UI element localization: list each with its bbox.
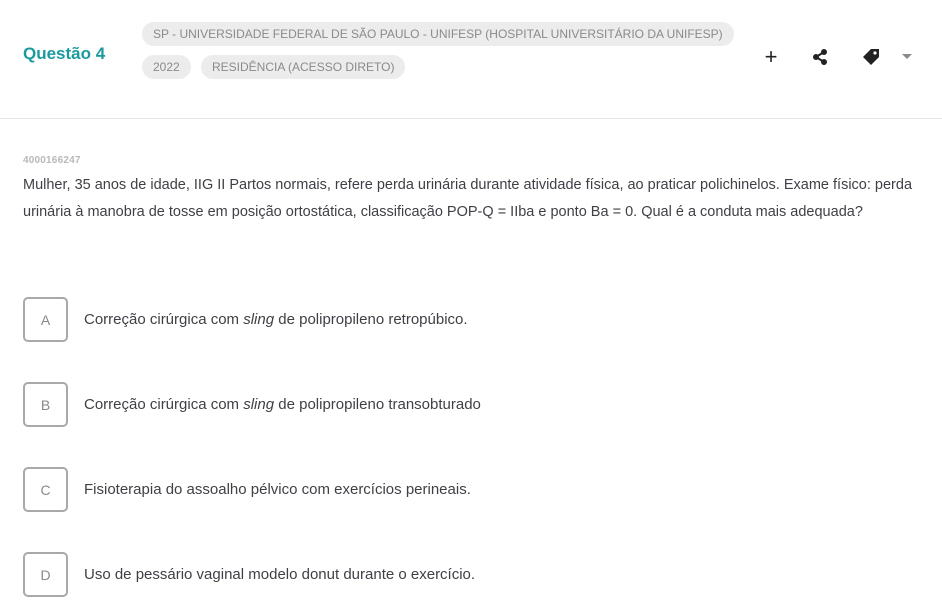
option-text: Correção cirúrgica com sling de polipropileno transobturado: [84, 396, 481, 413]
plus-icon[interactable]: +: [764, 44, 778, 69]
option-a[interactable]: [23, 297, 903, 342]
option-d[interactable]: [23, 552, 903, 597]
option-b[interactable]: [23, 382, 903, 427]
option-letter[interactable]: B: [23, 382, 68, 427]
option-text: Fisioterapia do assoalho pélvico com exercícios perineais.: [84, 481, 471, 498]
option-letter[interactable]: A: [23, 297, 68, 342]
institution-tag[interactable]: SP - UNIVERSIDADE FEDERAL DE SÃO PAULO - UNIFESP (HOSPITAL UNIVERSITÁRIO DA UNIFESP): [142, 22, 734, 46]
option-text: Correção cirúrgica com sling de polipropileno retropúbico.: [84, 311, 468, 328]
chevron-down-icon[interactable]: [895, 45, 919, 69]
year-tag[interactable]: 2022: [142, 55, 191, 79]
option-letter[interactable]: C: [23, 467, 68, 512]
exam-type-tag[interactable]: RESIDÊNCIA (ACESSO DIRETO): [201, 55, 405, 79]
tag-icon[interactable]: [859, 45, 883, 69]
question-header: [0, 0, 942, 119]
option-c[interactable]: [23, 467, 903, 512]
share-icon[interactable]: [808, 45, 832, 69]
option-text: Uso de pessário vaginal modelo donut durante o exercício.: [84, 566, 476, 583]
question-statement: Mulher, 35 anos de idade, IIG II Partos normais, refere perda urinária durante atividade física, ao praticar polichinelos. Exame físico: perda urinária à manobra de tosse em posição ortostática, classificação POP-Q = IIba e ponto Ba = 0. Qual é a conduta mais adequada?: [23, 177, 913, 220]
option-letter[interactable]: D: [23, 552, 68, 597]
question-title: Questão 4: [23, 44, 106, 63]
question-id: 4000166247: [23, 155, 81, 166]
